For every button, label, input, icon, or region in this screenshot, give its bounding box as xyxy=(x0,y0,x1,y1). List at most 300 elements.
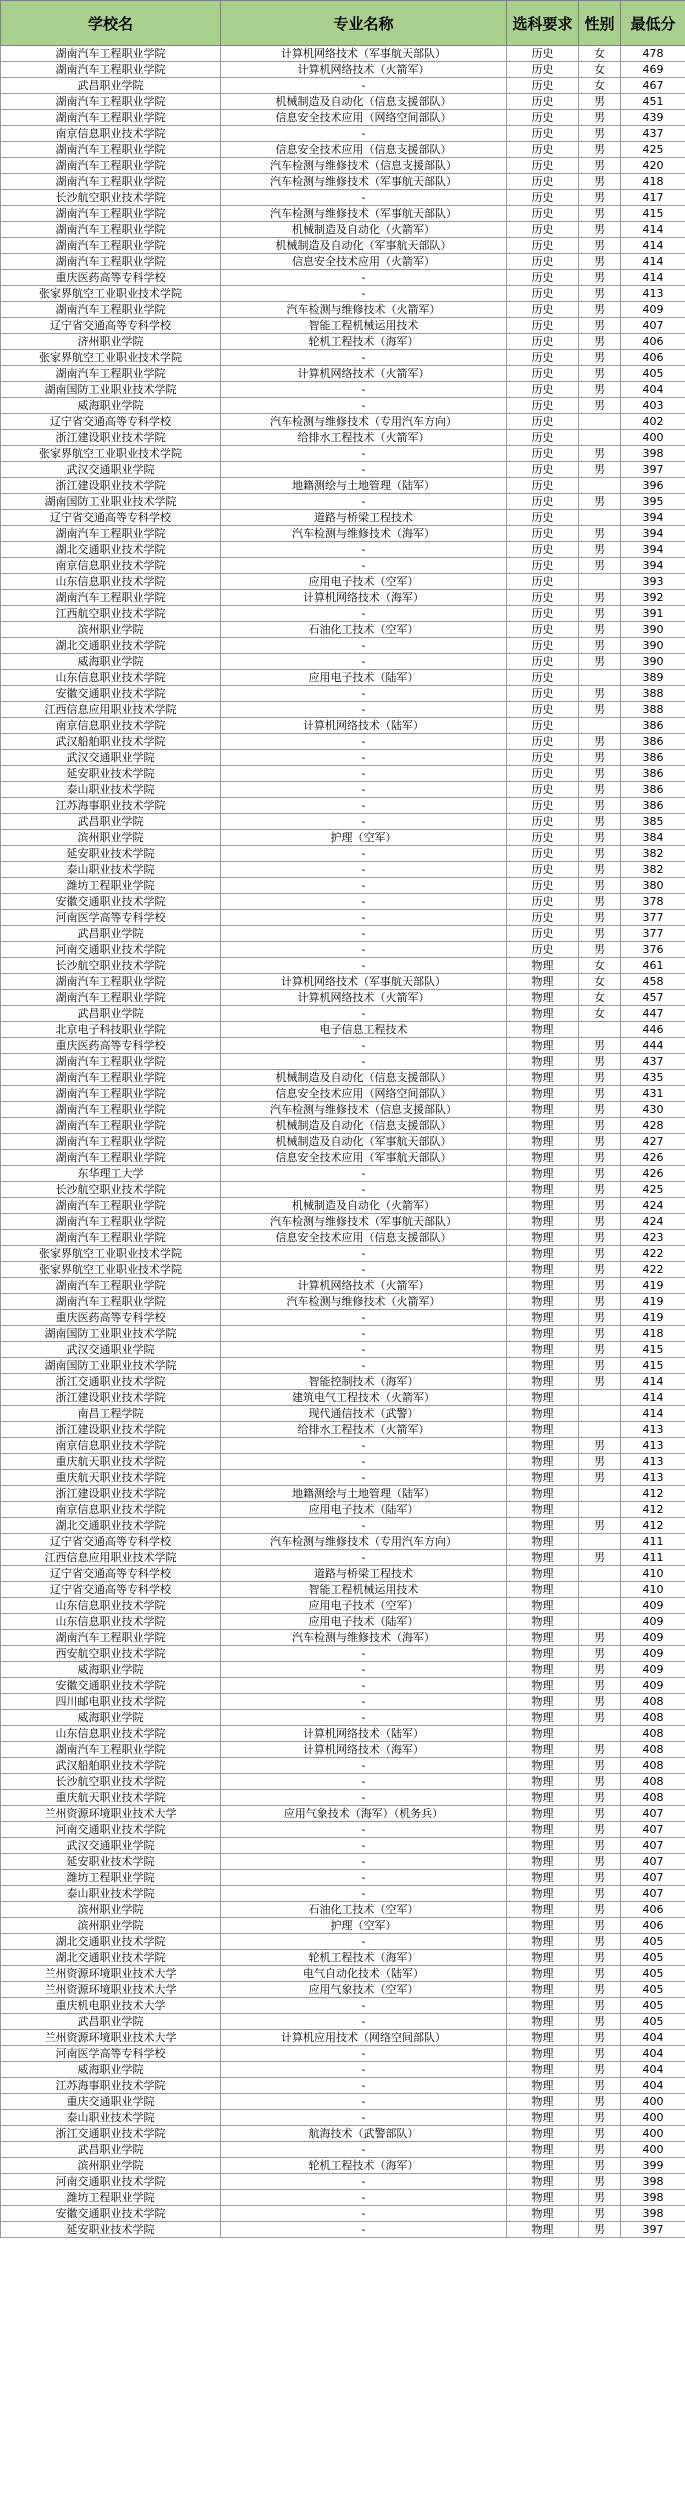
major-cell: - xyxy=(221,1550,507,1566)
major-cell: 石油化工技术（空军） xyxy=(221,622,507,638)
score-cell: 386 xyxy=(621,798,685,814)
major-cell: - xyxy=(221,2062,507,2078)
score-cell: 397 xyxy=(621,2222,685,2238)
gender-cell: 男 xyxy=(579,1342,621,1358)
major-cell: - xyxy=(221,1758,507,1774)
table-row xyxy=(1,1566,685,1582)
table-row xyxy=(1,1934,685,1950)
score-cell: 415 xyxy=(621,1358,685,1374)
school-cell: 张家界航空工业职业技术学院 xyxy=(1,350,221,366)
gender-cell: 男 xyxy=(579,494,621,510)
school-cell: 湖南汽车工程职业学院 xyxy=(1,1118,221,1134)
subject-cell: 物理 xyxy=(507,1518,579,1534)
major-cell: - xyxy=(221,1870,507,1886)
gender-cell: 男 xyxy=(579,830,621,846)
subject-cell: 历史 xyxy=(507,526,579,542)
table-row xyxy=(1,2046,685,2062)
gender-cell: 男 xyxy=(579,2046,621,2062)
table-row xyxy=(1,1886,685,1902)
subject-cell: 物理 xyxy=(507,1134,579,1150)
subject-cell: 物理 xyxy=(507,1166,579,1182)
subject-cell: 物理 xyxy=(507,2142,579,2158)
school-cell: 江苏海事职业技术学院 xyxy=(1,798,221,814)
table-row xyxy=(1,158,685,174)
subject-cell: 历史 xyxy=(507,910,579,926)
table-row xyxy=(1,1278,685,1294)
table-row xyxy=(1,1726,685,1742)
subject-cell: 历史 xyxy=(507,46,579,62)
major-cell: 应用电子技术（空军） xyxy=(221,1598,507,1614)
subject-cell: 物理 xyxy=(507,1086,579,1102)
major-cell: 计算机网络技术（陆军） xyxy=(221,1726,507,1742)
table-row xyxy=(1,2030,685,2046)
score-cell: 427 xyxy=(621,1134,685,1150)
table-row xyxy=(1,1646,685,1662)
major-cell: 机械制造及自动化（军事航天部队） xyxy=(221,238,507,254)
score-cell: 407 xyxy=(621,1886,685,1902)
gender-cell: 男 xyxy=(579,1870,621,1886)
school-cell: 湖南汽车工程职业学院 xyxy=(1,1070,221,1086)
subject-cell: 物理 xyxy=(507,990,579,1006)
school-cell: 四川邮电职业技术学院 xyxy=(1,1694,221,1710)
table-row xyxy=(1,2126,685,2142)
gender-cell: 男 xyxy=(579,1822,621,1838)
major-cell: - xyxy=(221,654,507,670)
table-row xyxy=(1,1406,685,1422)
gender-cell: 男 xyxy=(579,526,621,542)
major-cell: - xyxy=(221,1998,507,2014)
school-cell: 湖南汽车工程职业学院 xyxy=(1,158,221,174)
subject-cell: 物理 xyxy=(507,2030,579,2046)
score-cell: 412 xyxy=(621,1518,685,1534)
subject-cell: 历史 xyxy=(507,718,579,734)
gender-cell: 男 xyxy=(579,1182,621,1198)
school-cell: 湖北交通职业技术学院 xyxy=(1,542,221,558)
table-row xyxy=(1,1950,685,1966)
gender-cell: 男 xyxy=(579,1934,621,1950)
score-cell: 412 xyxy=(621,1486,685,1502)
major-cell: - xyxy=(221,638,507,654)
score-cell: 410 xyxy=(621,1582,685,1598)
score-cell: 386 xyxy=(621,750,685,766)
school-cell: 河南交通职业技术学院 xyxy=(1,1822,221,1838)
subject-cell: 历史 xyxy=(507,830,579,846)
major-cell: 给排水工程技术（火箭军） xyxy=(221,430,507,446)
school-cell: 湖南汽车工程职业学院 xyxy=(1,1230,221,1246)
subject-cell: 物理 xyxy=(507,1710,579,1726)
gender-cell: 男 xyxy=(579,1838,621,1854)
school-cell: 张家界航空工业职业技术学院 xyxy=(1,1246,221,1262)
school-cell: 湖南汽车工程职业学院 xyxy=(1,526,221,542)
table-row xyxy=(1,686,685,702)
score-cell: 431 xyxy=(621,1086,685,1102)
table-row xyxy=(1,206,685,222)
score-cell: 380 xyxy=(621,878,685,894)
major-cell: - xyxy=(221,1182,507,1198)
gender-cell xyxy=(579,1614,621,1630)
gender-cell: 男 xyxy=(579,2158,621,2174)
gender-cell: 男 xyxy=(579,1982,621,1998)
subject-cell: 历史 xyxy=(507,158,579,174)
gender-cell: 男 xyxy=(579,814,621,830)
subject-cell: 物理 xyxy=(507,1278,579,1294)
gender-cell: 男 xyxy=(579,782,621,798)
score-cell: 394 xyxy=(621,510,685,526)
subject-cell: 历史 xyxy=(507,478,579,494)
subject-cell: 物理 xyxy=(507,1406,579,1422)
subject-cell: 物理 xyxy=(507,1726,579,1742)
score-cell: 394 xyxy=(621,542,685,558)
school-cell: 湖南汽车工程职业学院 xyxy=(1,206,221,222)
subject-cell: 物理 xyxy=(507,2158,579,2174)
table-row xyxy=(1,1310,685,1326)
school-cell: 山东信息职业技术学院 xyxy=(1,1614,221,1630)
school-cell: 浙江建设职业技术学院 xyxy=(1,1486,221,1502)
major-cell: 信息安全技术应用（火箭军） xyxy=(221,254,507,270)
score-cell: 390 xyxy=(621,654,685,670)
gender-cell: 男 xyxy=(579,1278,621,1294)
score-cell: 384 xyxy=(621,830,685,846)
score-cell: 382 xyxy=(621,862,685,878)
score-cell: 447 xyxy=(621,1006,685,1022)
score-cell: 435 xyxy=(621,1070,685,1086)
school-cell: 南京信息职业技术学院 xyxy=(1,558,221,574)
major-cell: - xyxy=(221,126,507,142)
subject-cell: 历史 xyxy=(507,638,579,654)
subject-cell: 历史 xyxy=(507,334,579,350)
school-cell: 张家界航空工业职业技术学院 xyxy=(1,1262,221,1278)
table-row xyxy=(1,446,685,462)
school-cell: 长沙航空职业技术学院 xyxy=(1,190,221,206)
subject-cell: 历史 xyxy=(507,78,579,94)
score-cell: 390 xyxy=(621,638,685,654)
school-cell: 湖南汽车工程职业学院 xyxy=(1,1742,221,1758)
table-row xyxy=(1,46,685,62)
gender-cell: 男 xyxy=(579,2014,621,2030)
score-cell: 414 xyxy=(621,1406,685,1422)
subject-cell: 物理 xyxy=(507,1022,579,1038)
major-cell: 机械制造及自动化（信息支援部队） xyxy=(221,1118,507,1134)
subject-cell: 物理 xyxy=(507,1774,579,1790)
score-cell: 409 xyxy=(621,1630,685,1646)
gender-cell xyxy=(579,1566,621,1582)
subject-cell: 历史 xyxy=(507,734,579,750)
score-cell: 405 xyxy=(621,1998,685,2014)
score-cell: 408 xyxy=(621,1726,685,1742)
gender-cell: 男 xyxy=(579,1326,621,1342)
table-row xyxy=(1,1550,685,1566)
score-cell: 409 xyxy=(621,1646,685,1662)
major-cell: 现代通信技术（武警） xyxy=(221,1406,507,1422)
school-cell: 南京信息职业技术学院 xyxy=(1,1438,221,1454)
table-row xyxy=(1,1582,685,1598)
score-cell: 395 xyxy=(621,494,685,510)
score-cell: 428 xyxy=(621,1118,685,1134)
school-cell: 南昌工程学院 xyxy=(1,1406,221,1422)
subject-cell: 物理 xyxy=(507,1422,579,1438)
gender-cell: 男 xyxy=(579,382,621,398)
table-row xyxy=(1,2094,685,2110)
major-cell: - xyxy=(221,286,507,302)
school-cell: 滨州职业学院 xyxy=(1,2158,221,2174)
subject-cell: 物理 xyxy=(507,1758,579,1774)
gender-cell: 男 xyxy=(579,1470,621,1486)
score-cell: 408 xyxy=(621,1710,685,1726)
table-row xyxy=(1,1262,685,1278)
score-cell: 408 xyxy=(621,1758,685,1774)
subject-cell: 物理 xyxy=(507,1502,579,1518)
subject-cell: 物理 xyxy=(507,1470,579,1486)
gender-cell: 男 xyxy=(579,926,621,942)
subject-cell: 历史 xyxy=(507,366,579,382)
score-cell: 425 xyxy=(621,142,685,158)
score-cell: 426 xyxy=(621,1150,685,1166)
gender-cell xyxy=(579,1534,621,1550)
table-row xyxy=(1,878,685,894)
subject-cell: 历史 xyxy=(507,62,579,78)
table-row xyxy=(1,990,685,1006)
table-row xyxy=(1,1102,685,1118)
gender-cell: 男 xyxy=(579,1886,621,1902)
score-cell: 398 xyxy=(621,2174,685,2190)
score-cell: 386 xyxy=(621,782,685,798)
subject-cell: 历史 xyxy=(507,142,579,158)
header-school: 学校名 xyxy=(1,1,221,46)
table-row xyxy=(1,1870,685,1886)
table-row xyxy=(1,766,685,782)
major-cell: - xyxy=(221,1166,507,1182)
major-cell: 汽车检测与维修技术（军事航天部队） xyxy=(221,174,507,190)
table-row xyxy=(1,1662,685,1678)
school-cell: 湖南汽车工程职业学院 xyxy=(1,1214,221,1230)
table-row xyxy=(1,670,685,686)
major-cell: - xyxy=(221,446,507,462)
gender-cell: 男 xyxy=(579,270,621,286)
major-cell: - xyxy=(221,702,507,718)
major-cell: 汽车检测与维修技术（信息支援部队） xyxy=(221,158,507,174)
table-row xyxy=(1,1150,685,1166)
table-row xyxy=(1,78,685,94)
school-cell: 潍坊工程职业学院 xyxy=(1,2190,221,2206)
major-cell: - xyxy=(221,1934,507,1950)
school-cell: 安徽交通职业技术学院 xyxy=(1,2206,221,2222)
school-cell: 滨州职业学院 xyxy=(1,622,221,638)
subject-cell: 物理 xyxy=(507,1054,579,1070)
major-cell: 建筑电气工程技术（火箭军） xyxy=(221,1390,507,1406)
subject-cell: 物理 xyxy=(507,1566,579,1582)
school-cell: 山东信息职业技术学院 xyxy=(1,1726,221,1742)
subject-cell: 物理 xyxy=(507,1966,579,1982)
major-cell: 信息安全技术应用（网络空间部队） xyxy=(221,110,507,126)
gender-cell: 男 xyxy=(579,1646,621,1662)
table-row xyxy=(1,1518,685,1534)
table-row xyxy=(1,126,685,142)
school-cell: 南京信息职业技术学院 xyxy=(1,1502,221,1518)
major-cell: 电气自动化技术（陆军） xyxy=(221,1966,507,1982)
table-row xyxy=(1,302,685,318)
gender-cell xyxy=(579,718,621,734)
school-cell: 滨州职业学院 xyxy=(1,830,221,846)
gender-cell: 男 xyxy=(579,222,621,238)
school-cell: 安徽交通职业技术学院 xyxy=(1,1678,221,1694)
major-cell: 护理（空军） xyxy=(221,830,507,846)
table-row xyxy=(1,190,685,206)
table-row xyxy=(1,1774,685,1790)
table-row xyxy=(1,350,685,366)
subject-cell: 物理 xyxy=(507,2206,579,2222)
gender-cell: 男 xyxy=(579,1678,621,1694)
major-cell: - xyxy=(221,1342,507,1358)
gender-cell: 男 xyxy=(579,1998,621,2014)
score-cell: 400 xyxy=(621,2126,685,2142)
score-cell: 405 xyxy=(621,2014,685,2030)
score-cell: 409 xyxy=(621,1598,685,1614)
table-row xyxy=(1,1470,685,1486)
subject-cell: 物理 xyxy=(507,1550,579,1566)
table-row xyxy=(1,1342,685,1358)
subject-cell: 物理 xyxy=(507,1870,579,1886)
school-cell: 武昌职业学院 xyxy=(1,814,221,830)
score-cell: 407 xyxy=(621,1838,685,1854)
major-cell: 计算机网络技术（海军） xyxy=(221,1742,507,1758)
gender-cell: 男 xyxy=(579,798,621,814)
score-cell: 408 xyxy=(621,1742,685,1758)
subject-cell: 物理 xyxy=(507,1038,579,1054)
subject-cell: 物理 xyxy=(507,1310,579,1326)
major-cell: - xyxy=(221,1518,507,1534)
table-row xyxy=(1,1454,685,1470)
table-row xyxy=(1,718,685,734)
gender-cell: 男 xyxy=(579,702,621,718)
gender-cell: 男 xyxy=(579,462,621,478)
major-cell: - xyxy=(221,2222,507,2238)
school-cell: 辽宁省交通高等专科学校 xyxy=(1,1582,221,1598)
school-cell: 武汉交通职业学院 xyxy=(1,750,221,766)
major-cell: - xyxy=(221,926,507,942)
school-cell: 山东信息职业技术学院 xyxy=(1,670,221,686)
school-cell: 张家界航空工业职业技术学院 xyxy=(1,286,221,302)
gender-cell: 男 xyxy=(579,1198,621,1214)
gender-cell: 女 xyxy=(579,46,621,62)
table-body xyxy=(1,46,685,2238)
table-row xyxy=(1,462,685,478)
table-row xyxy=(1,1054,685,1070)
subject-cell: 历史 xyxy=(507,302,579,318)
gender-cell: 男 xyxy=(579,2206,621,2222)
subject-cell: 物理 xyxy=(507,1006,579,1022)
school-cell: 张家界航空工业职业技术学院 xyxy=(1,446,221,462)
score-cell: 413 xyxy=(621,1470,685,1486)
table-row xyxy=(1,862,685,878)
score-cell: 412 xyxy=(621,1502,685,1518)
major-cell: 给排水工程技术（火箭军） xyxy=(221,1422,507,1438)
major-cell: - xyxy=(221,542,507,558)
subject-cell: 物理 xyxy=(507,1182,579,1198)
subject-cell: 历史 xyxy=(507,702,579,718)
gender-cell: 男 xyxy=(579,206,621,222)
score-cell: 414 xyxy=(621,1390,685,1406)
school-cell: 武汉交通职业学院 xyxy=(1,1342,221,1358)
subject-cell: 物理 xyxy=(507,1838,579,1854)
gender-cell: 男 xyxy=(579,1102,621,1118)
school-cell: 浙江交通职业技术学院 xyxy=(1,1374,221,1390)
score-cell: 430 xyxy=(621,1102,685,1118)
score-cell: 405 xyxy=(621,1934,685,1950)
score-cell: 394 xyxy=(621,526,685,542)
score-cell: 469 xyxy=(621,62,685,78)
school-cell: 南京信息职业技术学院 xyxy=(1,126,221,142)
school-cell: 北京电子科技职业学院 xyxy=(1,1022,221,1038)
subject-cell: 历史 xyxy=(507,110,579,126)
school-cell: 浙江建设职业技术学院 xyxy=(1,1390,221,1406)
table-row xyxy=(1,2222,685,2238)
school-cell: 长沙航空职业技术学院 xyxy=(1,958,221,974)
subject-cell: 历史 xyxy=(507,542,579,558)
subject-cell: 历史 xyxy=(507,430,579,446)
major-cell: - xyxy=(221,782,507,798)
subject-cell: 历史 xyxy=(507,782,579,798)
score-cell: 407 xyxy=(621,1822,685,1838)
subject-cell: 历史 xyxy=(507,238,579,254)
subject-cell: 历史 xyxy=(507,462,579,478)
gender-cell: 男 xyxy=(579,942,621,958)
school-cell: 湖南汽车工程职业学院 xyxy=(1,1294,221,1310)
table-row xyxy=(1,1038,685,1054)
school-cell: 浙江建设职业技术学院 xyxy=(1,1422,221,1438)
gender-cell: 男 xyxy=(579,190,621,206)
major-cell: 计算机网络技术（军事航天部队） xyxy=(221,974,507,990)
school-cell: 湖南汽车工程职业学院 xyxy=(1,1150,221,1166)
score-cell: 408 xyxy=(621,1694,685,1710)
table-row xyxy=(1,1790,685,1806)
gender-cell: 男 xyxy=(579,302,621,318)
table-row xyxy=(1,958,685,974)
score-cell: 415 xyxy=(621,206,685,222)
score-cell: 461 xyxy=(621,958,685,974)
school-cell: 江西信息应用职业技术学院 xyxy=(1,702,221,718)
major-cell: 汽车检测与维修技术（火箭军） xyxy=(221,302,507,318)
table-row xyxy=(1,1246,685,1262)
score-cell: 377 xyxy=(621,910,685,926)
table-row xyxy=(1,1710,685,1726)
subject-cell: 历史 xyxy=(507,862,579,878)
gender-cell: 男 xyxy=(579,1694,621,1710)
gender-cell: 男 xyxy=(579,110,621,126)
subject-cell: 历史 xyxy=(507,558,579,574)
school-cell: 东华理工大学 xyxy=(1,1166,221,1182)
subject-cell: 历史 xyxy=(507,878,579,894)
subject-cell: 物理 xyxy=(507,1230,579,1246)
score-cell: 396 xyxy=(621,478,685,494)
score-cell: 382 xyxy=(621,846,685,862)
major-cell: - xyxy=(221,2110,507,2126)
school-cell: 湖南汽车工程职业学院 xyxy=(1,1198,221,1214)
score-cell: 405 xyxy=(621,1950,685,1966)
major-cell: - xyxy=(221,910,507,926)
score-cell: 409 xyxy=(621,1614,685,1630)
score-cell: 451 xyxy=(621,94,685,110)
major-cell: - xyxy=(221,606,507,622)
score-cell: 418 xyxy=(621,1326,685,1342)
school-cell: 江西信息应用职业技术学院 xyxy=(1,1550,221,1566)
subject-cell: 历史 xyxy=(507,846,579,862)
major-cell: 计算机网络技术（军事航天部队） xyxy=(221,46,507,62)
school-cell: 延安职业技术学院 xyxy=(1,1854,221,1870)
school-cell: 泰山职业技术学院 xyxy=(1,2110,221,2126)
score-cell: 405 xyxy=(621,1982,685,1998)
major-cell: - xyxy=(221,2142,507,2158)
major-cell: - xyxy=(221,1678,507,1694)
